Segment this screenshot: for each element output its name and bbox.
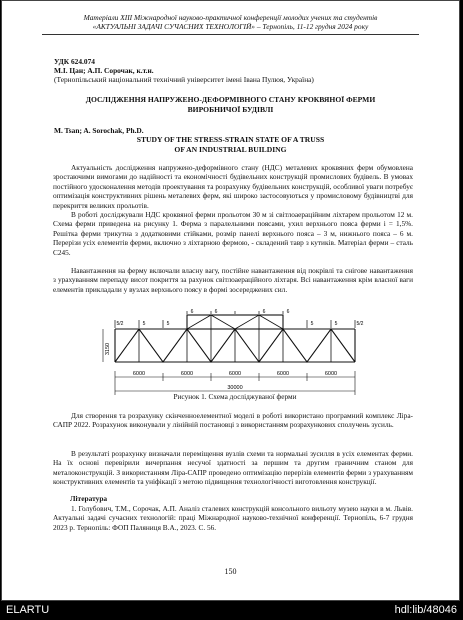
footer-bar [0, 601, 463, 620]
paper-page [1, 0, 460, 601]
authors-en: M. Tsan; A. Sorochak, Ph.D. [54, 126, 144, 135]
web-posts [139, 329, 331, 362]
load-arrows [115, 311, 355, 328]
page-number: 150 [224, 567, 237, 576]
panel-length-label: 6000 [228, 371, 242, 377]
skylight-truss [187, 315, 283, 329]
title-ua-line1: ДОСЛІДЖЕННЯ НАПРУЖЕНО-ДЕФОРМІВНОГО СТАНУ КРОКВЯНОЇ ФЕРМИ [85, 95, 376, 104]
header-rule [42, 34, 419, 35]
reference-1: 1. Голубович, Т.М., Сорочак, А.П. Аналіз сталевих конструкцій консольного вильоту музею науки в м. Львів. Актуальні задачі сучасних технологій: праці Міжнародної науково-технічної конференції. Тернопіль, 6-7 грудня 2023 р. Тернопіль: ФОП Паляниця В.А., 2023. С. 56. [53, 504, 413, 532]
node-load-label: 5/2 [356, 321, 364, 327]
references-heading: Література [70, 494, 108, 503]
running-header-1: Матеріали ХІІІ Міжнародної науково-практичної конференції молодих учених та студентів [83, 13, 378, 22]
title-ua-line2: ВИРОБНИЧОЇ БУДІВЛІ [187, 105, 274, 114]
paragraph-2: В роботі досліджували НДС кроквяної ферми прольотом 30 м зі світлоаераційним ліхтарем прольотом 12 м. Схема ферми приведена на рисунку 1. Ферма з паралельними поясами, ухил верхнього пояса ферми i = 1,5%. Решітка ферми трикутна з додатковими стійками, розмір панелі верхнього пояса – 3 м, нижнього пояса – 6 м. Перерізи усіх елементів ферми, включно з ліхтарною фермою, - складений тавр з кутиків. Матеріал ферми – сталь С245. [53, 210, 413, 257]
node-load-label: 6 [214, 309, 218, 315]
affiliation: (Тернопільський національний технічний університет імені Івана Пулюя, Україна) [54, 75, 314, 84]
figure-caption: Рисунок 1. Схема досліджуваної ферми [173, 392, 297, 401]
panel-length-label: 6000 [132, 371, 146, 377]
running-header-2: «АКТУАЛЬНІ ЗАДАЧІ СУЧАСНИХ ТЕХНОЛОГІЙ» – Тернопіль, 11-12 грудня 2024 року [92, 22, 369, 31]
footer-handle-link[interactable]: hdl:lib/48046 [394, 604, 457, 616]
paragraph-4: Для створення та розрахунку скінченноелементної моделі в роботі використано програмний комплекс Ліра-САПР 2022. Розрахунок виконували у лінійній постановці з використанням розрахункових сполучень зусиль. [53, 411, 413, 430]
node-load-label: 6 [286, 309, 290, 315]
footer-repository-name: ELARTU [6, 604, 50, 616]
panel-length-label: 6000 [276, 371, 290, 377]
truss-figure [100, 309, 370, 414]
node-load-label: 5 [310, 321, 314, 327]
panel-length-label: 6000 [324, 371, 338, 377]
node-load-label: 5 [142, 321, 146, 327]
title-en-line2: OF AN INDUSTRIAL BUILDING [174, 145, 287, 154]
panel-length-label: 6000 [180, 371, 194, 377]
node-load-label: 6 [190, 309, 194, 315]
height-label: 3150 [105, 342, 111, 356]
authors-ua: М.І. Цан; А.П. Сорочак, к.т.н. [54, 66, 154, 75]
skylight-web [187, 315, 283, 329]
node-load-label: 5 [166, 321, 170, 327]
paragraph-1: Актуальність дослідження напружено-деформівного стану (НДС) металевих кроквяних ферм обумовлена зростаючими вимогами до надійності та економічності будівельних конструкцій промислових будівель. В умовах постійного удосконалення методів проектування та розрахунку будівельних конструкцій, особливої уваги потребує оптимізація конструктивних рішень металевих ферм, які широко застосовуються у промисловому будівництві для перекриття великих прольотів. [53, 163, 413, 210]
paragraph-3: Навантаження на ферму включали власну вагу, постійне навантаження від покрівлі та снігове навантаження з урахуванням перепаду висот покриття за рахунок світлоаераційного ліхтаря. Всі навантаження крім власної ваги елементів прикладали у вузлах верхнього поясу в формі зосереджених сил. [53, 266, 413, 294]
title-en-line1: STUDY OF THE STRESS-STRAIN STATE OF A TRUSS [136, 135, 325, 144]
total-span-label: 30000 [227, 385, 243, 391]
node-load-label: 6 [262, 309, 266, 315]
node-load-label: 5/2 [116, 321, 124, 327]
paragraph-5: В результаті розрахунку визначали переміщення вузлів схеми та нормальні зусилля в усіх елементах ферми. На їх основі перевірили вичерпання несучої здатності за першим та другим граничним станом для металоконструкцій. З використанням Ліра-САПР проведено оптимізацію перерізів елементів ферми з урахуванням конструктивних елементів та уніфікації з метою підвищення технологічності виготовлення конструкції. [53, 449, 413, 487]
node-load-label: 5 [334, 321, 338, 327]
udc-code: УДК 624.074 [54, 57, 95, 66]
